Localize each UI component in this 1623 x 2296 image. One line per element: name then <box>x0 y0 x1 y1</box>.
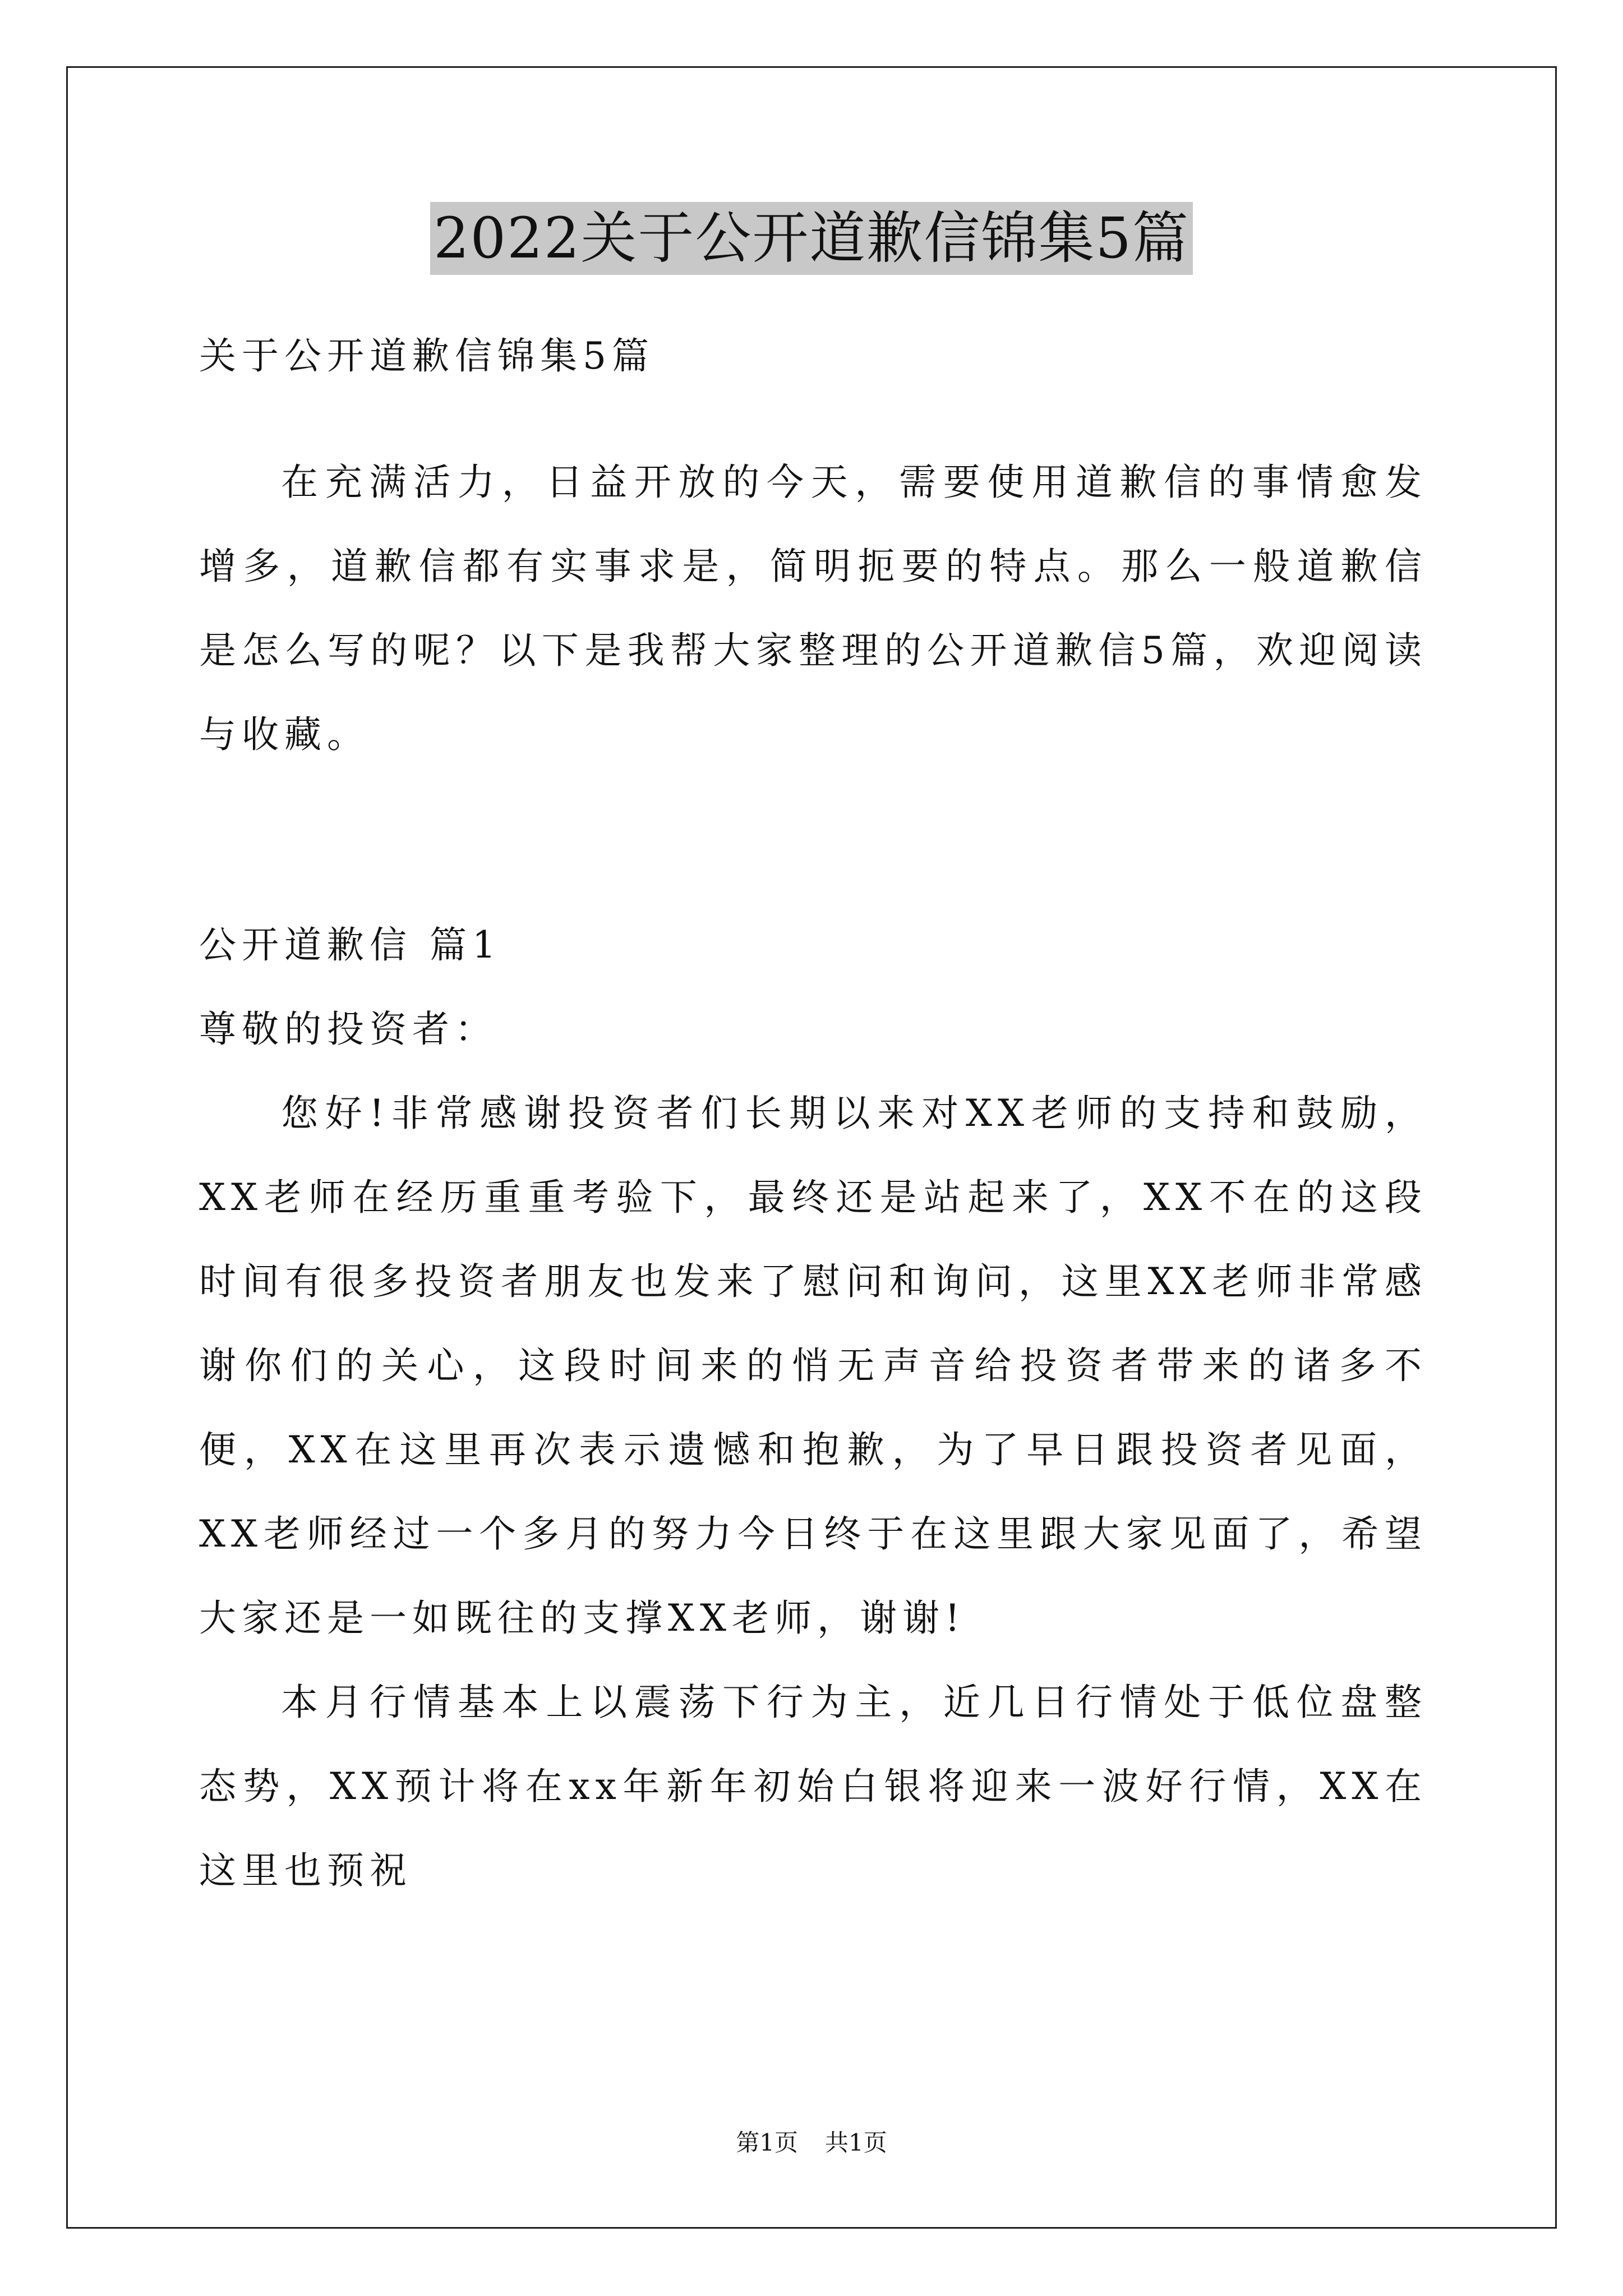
title-container <box>0 202 1623 275</box>
body-paragraph-1: 您好!非常感谢投资者们长期以来对XX老师的支持和鼓励，XX老师在经历重重考验下，最终还是站起来了，XX不在的这段时间有很多投资者朋友也发来了慰问和询问，这里XX老师非常感谢你们的关心，这段时间来的悄无声音给投资者带来的诸多不便，XX在这里再次表示遗憾和抱歉，为了早日跟投资者见面，XX老师经过一个多月的努力今日终于在这里跟大家见面了，希望大家还是一如既往的支撑XX老师，谢谢! <box>199 1092 1427 1640</box>
spacer <box>199 777 1427 903</box>
body-paragraph-2: 本月行情基本上以震荡下行为主，近几日行情处于低位盘整态势，XX预计将在xx年新年初始白银将迎来一波好行情，XX在这里也预祝 <box>199 1681 1427 1892</box>
document-title: 2022关于公开道歉信锦集5篇 <box>430 202 1193 275</box>
page-number: 第1页 <box>736 2129 798 2156</box>
document-body <box>199 314 1427 1913</box>
section-heading: 公开道歉信 篇1 <box>199 923 501 967</box>
page-total: 共1页 <box>825 2129 887 2156</box>
intro-paragraph: 在充满活力，日益开放的今天，需要使用道歉信的事情愈发增多，道歉信都有实事求是，简明扼要的特点。那么一般道歉信是怎么写的呢？以下是我帮大家整理的公开道歉信5篇，欢迎阅读与收藏。 <box>199 461 1427 756</box>
document-subtitle: 关于公开道歉信锦集5篇 <box>199 334 654 378</box>
salutation: 尊敬的投资者： <box>199 1007 497 1051</box>
page-footer <box>0 2126 1623 2160</box>
